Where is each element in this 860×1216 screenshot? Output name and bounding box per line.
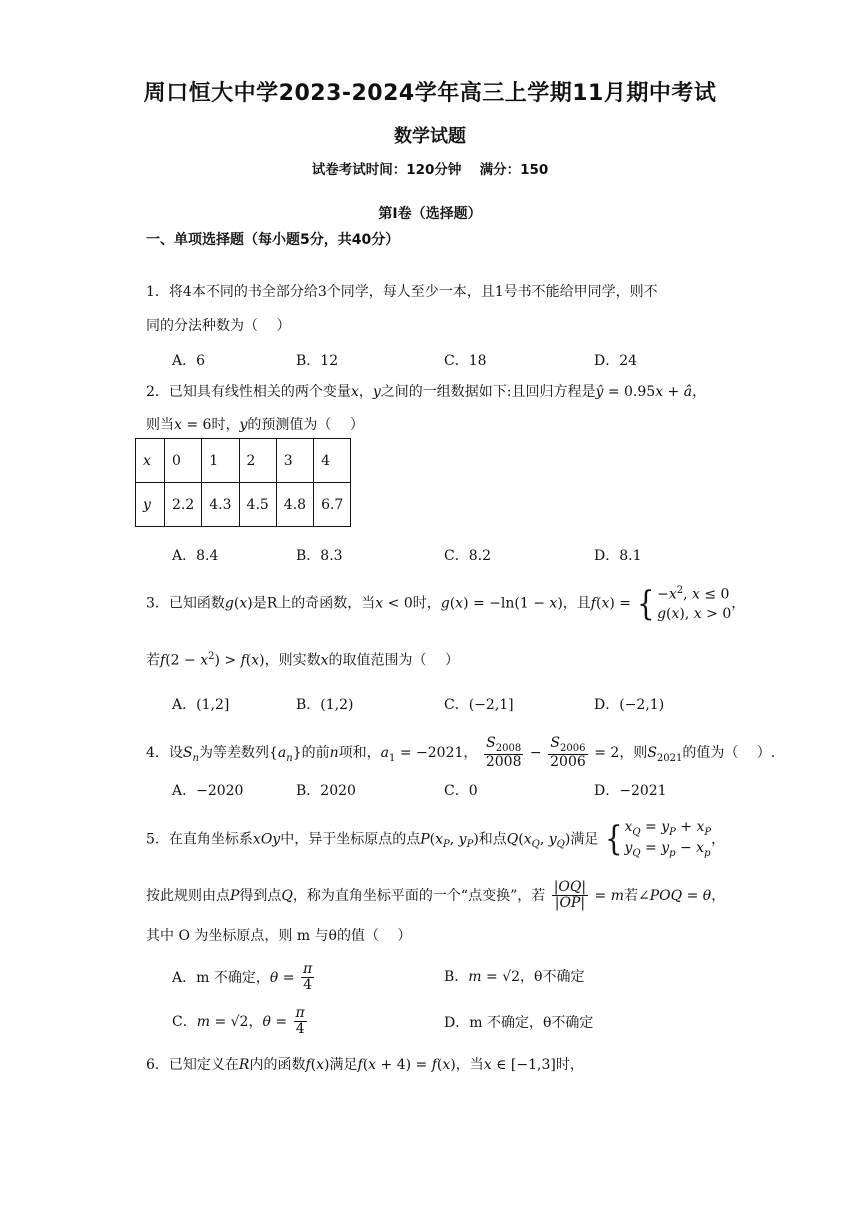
table-cell: 4 — [314, 439, 351, 483]
q5-line1: 5．在直角坐标系xOy中，异于坐标原点的点$P(x_P$, $y_P$)和点$Q(x_Q$, $y_Q$)满足 { $x_Q = y_P + x_P$ $y_Q = y_p - x_p$， — [146, 819, 726, 860]
q1-option-d: D．24 — [594, 353, 638, 369]
q2-line1: 2．已知具有线性相关的两个变量x，y之间的一组数据如下:且回归方程是ŷ = 0.95x + â， — [146, 384, 707, 400]
q5-option-a: A．m 不确定，θ = $\frac{\pi}{4}$ — [172, 961, 313, 994]
q3-option-c: C．(−2,1] — [444, 697, 514, 713]
q1-line2: 同的分法种数为（ ） — [146, 318, 291, 334]
q3-line2: 若$f(2 - x^2) > f(x)$，则实数x的取值范围为（ ） — [146, 651, 459, 669]
q1-option-c: C．18 — [444, 353, 487, 369]
q4-option-b: B．2020 — [296, 783, 356, 799]
q2-option-d: D．8.1 — [594, 548, 642, 564]
exam-info: 试卷考试时间：120分钟 满分：150 — [311, 162, 549, 178]
table-header-y: y — [136, 483, 165, 527]
q2-line2: 则当x = 6时，y的预测值为（ ） — [146, 417, 364, 433]
q2-data-table — [135, 438, 351, 527]
q3-option-b: B．(1,2) — [296, 697, 354, 713]
q4-option-a: A．−2020 — [172, 783, 244, 799]
table-cell: 2 — [239, 439, 276, 483]
q3-line1: 3．已知函数g(x)是R上的奇函数，当x < 0时，g(x) = −ln(1 − x)，且f(x) = { $-x^2$, x ≤ 0 g(x), x > 0， — [146, 583, 746, 624]
q4-line1: 4．设$S_n$为等差数列$\{a_n\}$的前n项和，$a_1 = -2021$， $\frac{S_{2008}}{2008}$ − $\frac{S_{2006}}{2006}$ = 2，则$S_{2021}$的值为（ ）. — [146, 735, 776, 770]
part-label: 第Ⅰ卷（选择题） — [378, 206, 482, 222]
table-cell: 4.8 — [276, 483, 313, 527]
q2-option-b: B．8.3 — [296, 548, 343, 564]
q5-line2: 按此规则由点P得到点Q，称为直角坐标平面的一个“点变换”，若 $\frac{|OQ|}{|OP|}$ = m若∠POQ = θ， — [146, 879, 726, 912]
table-header-x: x — [136, 439, 165, 483]
q1-option-a: A．6 — [172, 353, 206, 369]
q4-option-d: D．−2021 — [594, 783, 667, 799]
q2-option-c: C．8.2 — [444, 548, 491, 564]
table-cell: 3 — [276, 439, 313, 483]
q3-option-d: D．(−2,1) — [594, 697, 665, 713]
table-row — [136, 439, 351, 483]
table-cell: 0 — [165, 439, 202, 483]
exam-title: 周口恒大中学2023-2024学年高三上学期11月期中考试 — [143, 81, 717, 106]
q1-option-b: B．12 — [296, 353, 339, 369]
q5-option-c: C．m = √2，θ = $\frac{\pi}{4}$ — [172, 1005, 305, 1038]
q1-line1: 1．将4本不同的书全部分给3个同学，每人至少一本，且1号书不能给甲同学，则不 — [146, 284, 658, 300]
table-cell: 1 — [202, 439, 239, 483]
q5-option-d: D．m 不确定，θ不确定 — [444, 1015, 594, 1031]
table-cell: 6.7 — [314, 483, 351, 527]
q5-option-b: B．m = √2，θ不确定 — [444, 969, 585, 985]
q4-option-c: C．0 — [444, 783, 478, 799]
q3-option-a: A．(1,2] — [172, 697, 230, 713]
q2-option-a: A．8.4 — [172, 548, 219, 564]
table-cell: 4.3 — [202, 483, 239, 527]
table-row — [136, 483, 351, 527]
q5-line3: 其中 O 为坐标原点，则 m 与θ的值（ ） — [146, 928, 412, 944]
table-cell: 2.2 — [165, 483, 202, 527]
q6-line1: 6．已知定义在R内的函数f(x)满足f(x + 4) = f(x)，当x ∈ [−1,3]时， — [146, 1057, 584, 1073]
table-cell: 4.5 — [239, 483, 276, 527]
section-heading: 一、单项选择题（每小题5分，共40分） — [146, 232, 400, 248]
exam-subject: 数学试题 — [394, 126, 466, 147]
